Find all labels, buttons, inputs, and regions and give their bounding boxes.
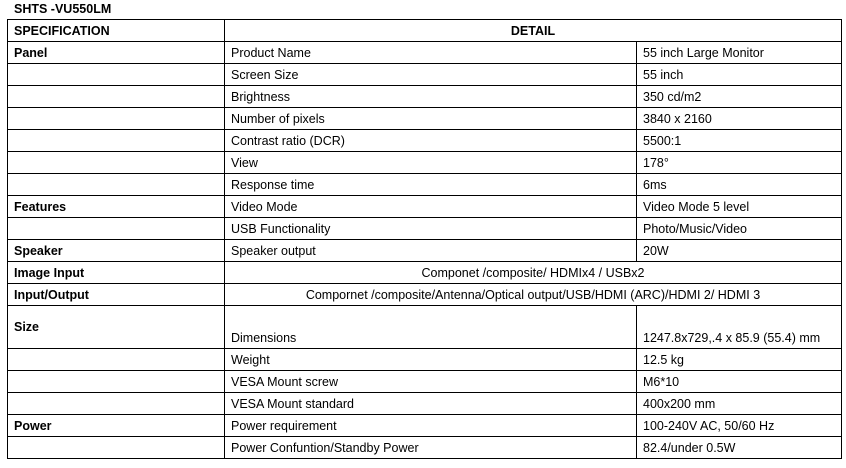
- merged-value-cell: Componet /composite/ HDMIx4 / USBx2: [225, 262, 842, 284]
- item-cell: Response time: [225, 174, 637, 196]
- table-row: [8, 218, 842, 240]
- item-cell: Screen Size: [225, 64, 637, 86]
- category-cell: Size: [8, 306, 225, 349]
- value-cell: 6ms: [637, 174, 842, 196]
- table-row: [8, 130, 842, 152]
- category-cell: [8, 108, 225, 130]
- category-cell: [8, 218, 225, 240]
- category-cell: [8, 371, 225, 393]
- category-cell: Input/Output: [8, 284, 225, 306]
- table-row: [8, 349, 842, 371]
- value-cell: 3840 x 2160: [637, 108, 842, 130]
- value-cell: 82.4/under 0.5W: [637, 437, 842, 459]
- value-cell: 100-240V AC, 50/60 Hz: [637, 415, 842, 437]
- value-cell: 55 inch: [637, 64, 842, 86]
- category-cell: [8, 86, 225, 108]
- table-row: [8, 42, 842, 64]
- value-cell: M6*10: [637, 371, 842, 393]
- item-cell: Weight: [225, 349, 637, 371]
- specification-header: SPECIFICATION: [8, 20, 225, 42]
- table-row: [8, 64, 842, 86]
- value-cell: Photo/Music/Video: [637, 218, 842, 240]
- detail-header: DETAIL: [225, 20, 842, 42]
- table-row: [8, 86, 842, 108]
- item-cell: Power Confuntion/Standby Power: [225, 437, 637, 459]
- item-cell: Brightness: [225, 86, 637, 108]
- category-cell: Features: [8, 196, 225, 218]
- merged-value-cell: Compornet /composite/Antenna/Optical output/USB/HDMI (ARC)/HDMI 2/ HDMI 3: [225, 284, 842, 306]
- item-cell: Speaker output: [225, 240, 637, 262]
- header-row: [8, 20, 842, 42]
- value-cell: 178°: [637, 152, 842, 174]
- value-cell: 12.5 kg: [637, 349, 842, 371]
- item-cell: Power requirement: [225, 415, 637, 437]
- item-cell: Video Mode: [225, 196, 637, 218]
- document-title: SHTS -VU550LM: [14, 2, 112, 16]
- value-cell: 20W: [637, 240, 842, 262]
- category-cell: [8, 349, 225, 371]
- table-row: [8, 371, 842, 393]
- table-row: [8, 284, 842, 306]
- table-row: [8, 196, 842, 218]
- category-cell: Panel: [8, 42, 225, 64]
- value-cell: 1247.8x729,.4 x 85.9 (55.4) mm: [637, 306, 842, 349]
- table-row: [8, 415, 842, 437]
- table-row: [8, 152, 842, 174]
- table-row: [8, 393, 842, 415]
- table-row: [8, 240, 842, 262]
- table-row: [8, 174, 842, 196]
- item-cell: Dimensions: [225, 306, 637, 349]
- item-cell: USB Functionality: [225, 218, 637, 240]
- category-cell: [8, 437, 225, 459]
- value-cell: Video Mode 5 level: [637, 196, 842, 218]
- category-cell: [8, 393, 225, 415]
- category-cell: Power: [8, 415, 225, 437]
- item-cell: Contrast ratio (DCR): [225, 130, 637, 152]
- category-cell: [8, 174, 225, 196]
- value-cell: 350 cd/m2: [637, 86, 842, 108]
- category-cell: [8, 64, 225, 86]
- table-row: [8, 108, 842, 130]
- table-row: [8, 262, 842, 284]
- table-row: [8, 306, 842, 349]
- value-cell: 400x200 mm: [637, 393, 842, 415]
- item-cell: Number of pixels: [225, 108, 637, 130]
- category-cell: Image Input: [8, 262, 225, 284]
- category-cell: [8, 152, 225, 174]
- value-cell: 5500:1: [637, 130, 842, 152]
- table-row: [8, 437, 842, 459]
- category-cell: [8, 130, 225, 152]
- category-cell: Speaker: [8, 240, 225, 262]
- item-cell: View: [225, 152, 637, 174]
- item-cell: VESA Mount screw: [225, 371, 637, 393]
- item-cell: Product Name: [225, 42, 637, 64]
- spec-table: [7, 19, 842, 459]
- item-cell: VESA Mount standard: [225, 393, 637, 415]
- value-cell: 55 inch Large Monitor: [637, 42, 842, 64]
